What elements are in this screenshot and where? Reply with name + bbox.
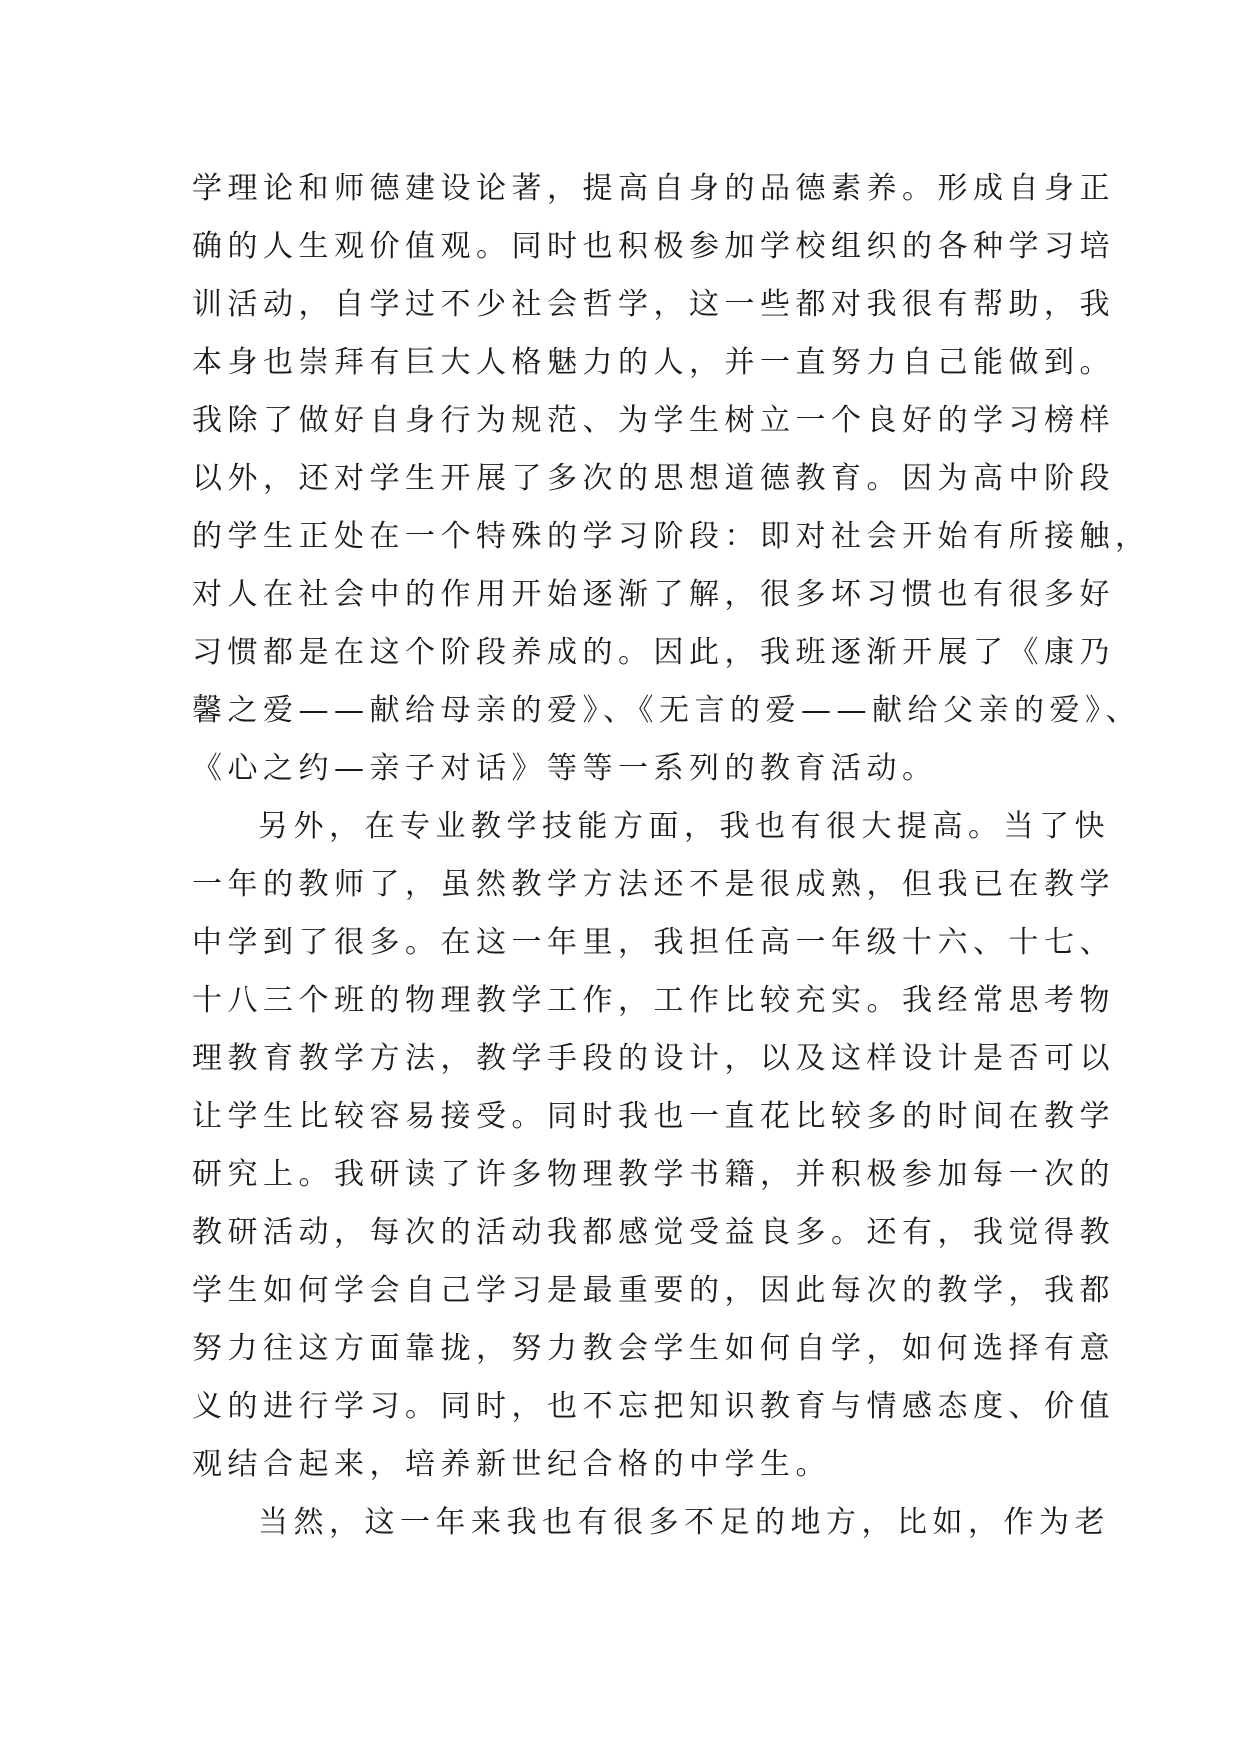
text-line: 对人在社会中的作用开始逐渐了解，很多坏习惯也有很多好 (192, 577, 1115, 612)
text-line: 馨之爱——献给母亲的爱》、《无言的爱——献给父亲的爱》、 (192, 693, 1141, 728)
text-line: 我除了做好自身行为规范、为学生树立一个良好的学习榜样 (192, 403, 1115, 438)
text-line: 的学生正处在一个特殊的学习阶段：即对社会开始有所接触， (192, 519, 1151, 554)
text-line: 中学到了很多。在这一年里，我担任高一年级十六、十七、 (192, 925, 1115, 960)
text-line: 以外，还对学生开展了多次的思想道德教育。因为高中阶段 (192, 461, 1115, 496)
text-line: 学理论和师德建设论著，提高自身的品德素养。形成自身正 (192, 171, 1115, 206)
text-line: 学生如何学会自己学习是最重要的，因此每次的教学，我都 (192, 1273, 1115, 1308)
paragraph-start-line: 另外，在专业教学技能方面，我也有很大提高。当了快 (258, 809, 1110, 844)
text-line: 研究上。我研读了许多物理教学书籍，并积极参加每一次的 (192, 1157, 1115, 1192)
text-line: 十八三个班的物理教学工作，工作比较充实。我经常思考物 (192, 983, 1115, 1018)
text-line: 训活动，自学过不少社会哲学，这一些都对我很有帮助，我 (192, 287, 1115, 322)
text-line: 《心之约—亲子对话》等等一系列的教育活动。 (192, 751, 938, 786)
text-line: 义的进行学习。同时，也不忘把知识教育与情感态度、价值 (192, 1389, 1115, 1424)
text-line: 习惯都是在这个阶段养成的。因此，我班逐渐开展了《康乃 (192, 635, 1115, 670)
text-line: 理教育教学方法，教学手段的设计，以及这样设计是否可以 (192, 1041, 1115, 1076)
text-line: 让学生比较容易接受。同时我也一直花比较多的时间在教学 (192, 1099, 1115, 1134)
text-line: 确的人生观价值观。同时也积极参加学校组织的各种学习培 (192, 229, 1115, 264)
text-line: 一年的教师了，虽然教学方法还不是很成熟，但我已在教学 (192, 867, 1115, 902)
text-line: 观结合起来，培养新世纪合格的中学生。 (192, 1447, 831, 1482)
body-text (192, 160, 1151, 1552)
paragraph-start-line: 当然，这一年来我也有很多不足的地方，比如，作为老 (258, 1505, 1110, 1540)
text-line: 本身也崇拜有巨大人格魅力的人，并一直努力自己能做到。 (192, 345, 1115, 380)
text-line: 努力往这方面靠拢，努力教会学生如何自学，如何选择有意 (192, 1331, 1115, 1366)
text-line: 教研活动，每次的活动我都感觉受益良多。还有，我觉得教 (192, 1215, 1115, 1250)
